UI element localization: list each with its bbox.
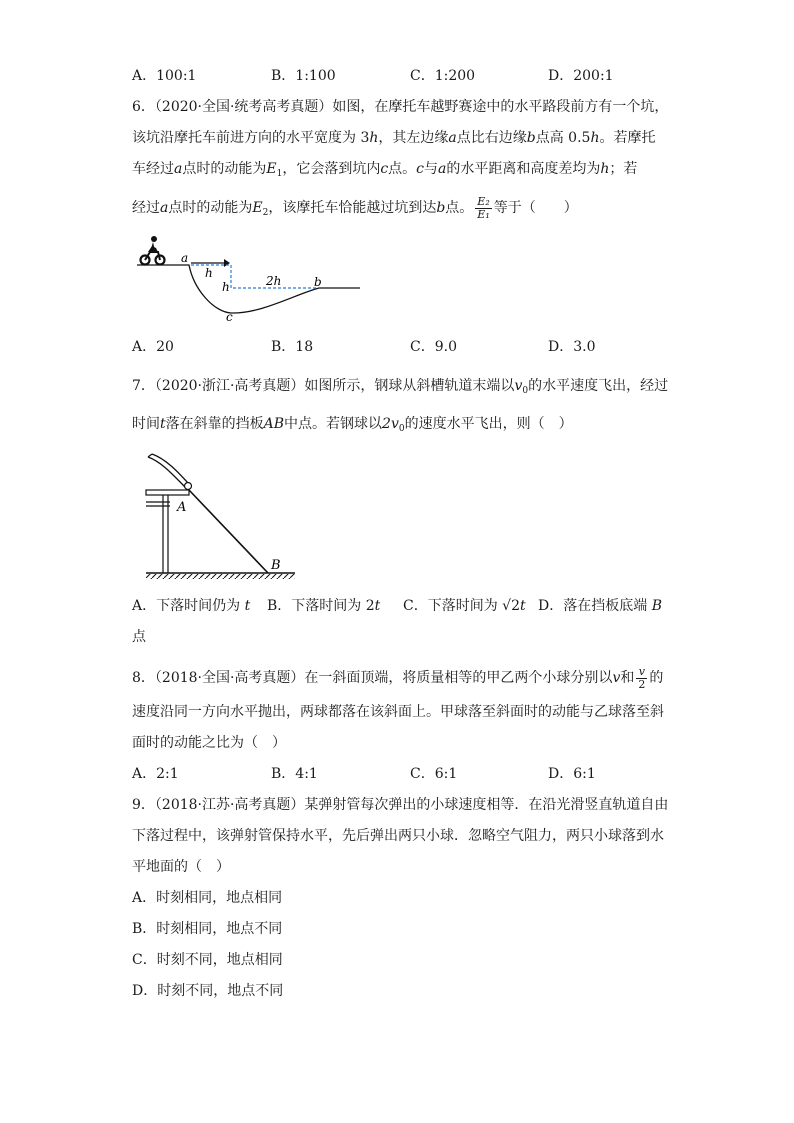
q6-line-3: 车经过a点时的动能为$E_1$，它会落到坑内c点。c与a的水平距离和高度差均为h；若	[132, 161, 638, 179]
q6-option-c: C．9.0	[410, 339, 457, 355]
q7-option-d: D．落在挡板底端 B	[538, 598, 662, 614]
q9-line-1: 9．（2018·江苏·高考真题）某弹射管每次弹出的小球速度相等．在沿光滑竖直轨道自由	[132, 797, 669, 813]
q9-line-3: 平地面的（ ）	[132, 859, 230, 875]
q6-fig-label-h-vertical: h	[222, 280, 230, 294]
q6-option-b: B．18	[271, 339, 314, 355]
q7-option-b: B．下落时间为 2t	[267, 598, 381, 614]
q8-option-b: B．4:1	[271, 766, 318, 782]
q6-fig-label-c: c	[226, 310, 233, 322]
q8-line-1: 8．（2018·全国·高考真题）在一斜面顶端，将质量相等的甲乙两个小球分别以v和 $\frac{v}{2}$ 的	[132, 664, 664, 691]
q9-option-a: A．时刻相同，地点相同	[132, 890, 283, 906]
q8-line-2: 速度沿同一方向水平抛出，两球都落在该斜面上。甲球落至斜面时的动能与乙球落至斜	[132, 704, 664, 720]
q7-option-c: C．下落时间为 √2t	[403, 598, 526, 614]
q7-ramp-diagram	[140, 452, 300, 582]
q6-fig-label-h-horizontal: h	[205, 266, 213, 280]
q5-option-c: C．1:200	[410, 68, 476, 84]
motorcycle-icon	[141, 236, 165, 265]
q6-line-2: 该坑沿摩托车前进方向的水平宽度为 3h，其左边缘a点比右边缘b点高 0.5h。若摩托	[132, 130, 656, 146]
q8-option-a: A．2:1	[132, 766, 179, 782]
q8-fraction: $\frac{v}{2}$	[638, 664, 646, 691]
q6-fig-label-b: b	[314, 275, 322, 289]
q5-option-b: B．1:100	[271, 68, 336, 84]
q7-line-1: 7．（2020·浙江·高考真题）如图所示，钢球从斜槽轨道末端以$v_0$的水平速度飞出，经过	[132, 378, 669, 396]
q6-line-4: 经过a点时的动能为$E_2$，该摩托车恰能越过坑到达b点。 $\frac{\text{E₂}}{\text{E₁}}$ 等于（ ）	[132, 194, 578, 221]
q6-option-d: D．3.0	[548, 339, 596, 355]
q9-option-d: D．时刻不同，地点不同	[132, 983, 284, 999]
q6-option-a: A．20	[132, 339, 174, 355]
q6-fig-label-a: a	[181, 251, 189, 265]
q9-option-b: B．时刻相同，地点不同	[132, 921, 283, 937]
q9-option-c: C．时刻不同，地点相同	[132, 952, 283, 968]
q5-option-a: A．100:1	[132, 68, 197, 84]
q5-option-d: D．200:1	[548, 68, 614, 84]
q8-line-3: 面时的动能之比为（ ）	[132, 735, 286, 751]
q7-fig-label-b: B	[271, 558, 281, 573]
q6-line-1: 6．（2020·全国·统考高考真题）如图，在摩托车越野赛途中的水平路段前方有一个坑，	[132, 99, 669, 115]
q6-fraction: $\frac{\text{E₂}}{\text{E₁}}$	[477, 194, 490, 221]
q7-option-d-continued: 点	[132, 629, 146, 645]
q7-fig-label-a: A	[177, 500, 187, 515]
q8-option-d: D．6:1	[548, 766, 596, 782]
q7-option-a: A．下落时间仍为 t	[132, 598, 251, 614]
q8-option-c: C．6:1	[410, 766, 458, 782]
q6-pit-diagram	[136, 230, 366, 322]
q7-line-2: 时间t落在斜靠的挡板AB中点。若钢球以$2v_0$的速度水平飞出，则（ ）	[132, 416, 573, 434]
q6-fig-label-2h: 2h	[266, 274, 282, 288]
q9-line-2: 下落过程中，该弹射管保持水平，先后弹出两只小球．忽略空气阻力，两只小球落到水	[132, 828, 664, 844]
